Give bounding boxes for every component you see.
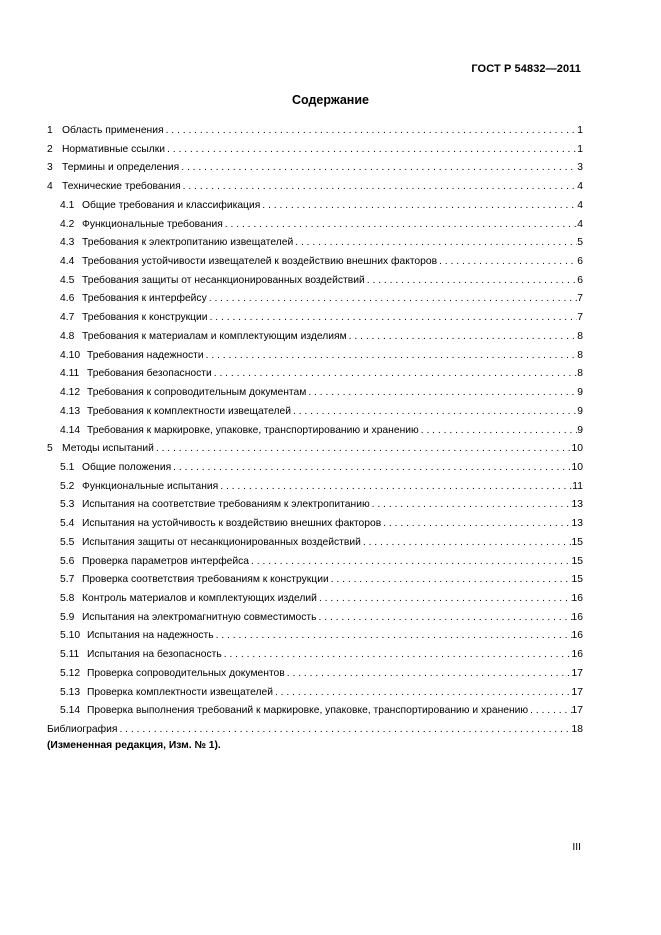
toc-leader-dots [213,365,578,384]
toc-entry[interactable] [47,122,583,141]
toc-entry-page: 3 [577,162,583,174]
toc-leader-dots [261,197,577,216]
toc-entry-number: 5.1 [60,461,75,473]
toc-entry-title [60,627,215,646]
toc-entry-page: 7 [577,312,583,324]
toc-entry-text: Функциональные требования [82,218,223,230]
toc-entry[interactable] [47,347,583,366]
toc-leader-dots [155,440,572,459]
toc-entry-number: 5 [47,443,53,455]
toc-entry-page: 6 [577,274,583,286]
document-code: ГОСТ Р 54832—2011 [471,63,581,75]
toc-entry-text: Общие положения [82,461,172,473]
toc-entry-number: 4.5 [60,274,75,286]
toc-entry-title [60,496,371,515]
toc-entry-title [60,234,294,253]
page-number: III [572,842,581,853]
toc-entry-title [60,328,348,347]
toc-entry[interactable] [47,515,583,534]
toc-entry-number: 4.3 [60,237,75,249]
toc-entry-page: 10 [571,443,583,455]
toc-entry-title [60,403,292,422]
toc-entry-number: 5.7 [60,574,75,586]
toc-entry-page: 8 [577,330,583,342]
toc-entry-page: 13 [571,499,583,511]
toc-entry-text: Требования защиты от несанкционированных воздействий [82,274,365,286]
toc-leader-dots [165,122,578,141]
toc-leader-dots [274,684,572,703]
toc-entry-number: 4.8 [60,330,75,342]
toc-entry[interactable] [47,365,583,384]
toc-entry-number: 3 [47,162,53,174]
toc-entry[interactable] [47,590,583,609]
toc-entry-number: 4.4 [60,256,75,268]
toc-entry[interactable] [47,665,583,684]
toc-leader-dots [205,347,578,366]
toc-entry-title [60,459,172,478]
toc-entry-number: 4.12 [60,387,81,399]
toc-entry-number: 4.14 [60,424,81,436]
toc-leader-dots [208,290,578,309]
toc-entry-title [60,365,213,384]
toc-entry[interactable] [47,178,583,197]
toc-entry[interactable] [47,216,583,235]
toc-leader-dots [348,328,578,347]
toc-entry-text: Проверка выполнения требований к маркировке, упаковке, транспортированию и хранению [87,705,529,717]
toc-entry-number: 4.1 [60,199,75,211]
amendment-note: (Измененная редакция, Изм. № 1). [47,740,221,751]
toc-leader-dots [294,234,577,253]
toc-entry-title [60,534,362,553]
toc-entry-text: Общие требования и классификация [82,199,261,211]
toc-entry-title [60,665,286,684]
toc-entry-number: 4.10 [60,349,81,361]
toc-leader-dots [224,216,577,235]
toc-title: Содержание [291,93,369,107]
toc-entry-number: 5.11 [60,649,80,661]
toc-entry-text: Проверка сопроводительных документов [87,667,285,679]
toc-leader-dots [420,422,578,441]
toc-entry-title [60,197,261,216]
toc-entry-text: Испытания на соответствие требованиям к электропитанию [82,499,370,511]
toc-leader-dots [180,159,577,178]
toc-entry-text: Требования устойчивости извещателей к воздействию внешних факторов [82,256,438,268]
toc-entry-page: 1 [577,125,583,136]
toc-entry-title [60,646,223,665]
toc-entry-page: 11 [572,480,583,492]
toc-entry-title [60,216,224,235]
toc-entry[interactable] [47,440,583,459]
toc-entry[interactable] [47,384,583,403]
toc-entry-page: 8 [577,368,583,380]
toc-entry-page: 13 [571,518,583,530]
toc-entry-text: Требования безопасности [87,368,212,380]
toc-entry[interactable] [47,684,583,703]
toc-entry-number: 5.12 [60,667,81,679]
toc-entry-title [60,290,208,309]
toc-entry-text: Технические требования [62,181,181,193]
toc-entry-text: Библиография [47,724,118,735]
toc-leader-dots [438,253,577,272]
toc-entry-text: Нормативные ссылки [62,143,166,155]
toc-entry-title [60,571,330,590]
toc-entry-page: 9 [577,405,583,417]
toc-entry-title [47,440,155,459]
toc-entry-title [47,122,165,141]
toc-entry-title [47,159,180,178]
toc-entry-page: 16 [571,630,583,642]
toc-entry[interactable] [47,721,583,740]
toc-entry[interactable] [47,197,583,216]
toc-entry-number: 4.7 [60,312,75,324]
toc-entry[interactable] [47,328,583,347]
toc-entry[interactable] [47,534,583,553]
toc-leader-dots [307,384,577,403]
toc-leader-dots [318,609,572,628]
toc-entry-text: Методы испытаний [62,443,154,455]
toc-entry-text: Термины и определения [62,162,180,174]
toc-entry[interactable] [47,159,583,178]
toc-entry-page: 17 [571,667,583,679]
toc-entry-text: Контроль материалов и комплектующих изделий [82,592,317,604]
toc-entry-text: Требования к сопроводительным документам [87,387,307,399]
toc-leader-dots [182,178,578,197]
toc-entry-title [47,178,182,197]
toc-leader-dots [292,403,577,422]
toc-entry-page: 15 [571,536,583,548]
toc-leader-dots [209,309,578,328]
toc-entry-page: 17 [571,705,583,717]
toc-entry-title [60,478,219,497]
toc-entry[interactable] [47,272,583,291]
toc-leader-dots [318,590,572,609]
toc-entry-text: Требования к маркировке, упаковке, транспортированию и хранению [87,424,419,436]
toc-entry-number: 2 [47,143,53,155]
toc-entry-number: 5.5 [60,536,75,548]
toc-entry-text: Испытания защиты от несанкционированных воздействий [82,536,361,548]
toc-entry-page: 16 [571,649,583,661]
toc-leader-dots [172,459,571,478]
toc-entry-title [60,553,250,572]
toc-leader-dots [330,571,572,590]
toc-entry-number: 5.13 [60,686,81,698]
toc-entry-page: 17 [571,686,583,698]
toc-entry-text: Требования к интерфейсу [82,293,207,305]
toc-entry-page: 9 [577,387,583,399]
toc-entry-title [60,684,274,703]
toc-entry[interactable] [47,609,583,628]
toc-entry[interactable] [47,646,583,665]
toc-entry-title [60,609,318,628]
toc-entry-title [47,141,166,160]
toc-entry[interactable] [47,141,583,160]
toc-entry-page: 15 [571,555,583,567]
toc-entry-text: Требования надежности [87,349,204,361]
toc-leader-dots [529,702,571,721]
toc-entry[interactable] [47,459,583,478]
toc-entry-number: 4.6 [60,293,75,305]
toc-entry-page: 7 [577,293,583,305]
toc-entry-number: 5.3 [60,499,75,511]
toc-leader-dots [166,141,577,160]
toc-entry-number: 4.13 [60,405,81,417]
toc-leader-dots [362,534,572,553]
toc-entry-number: 5.2 [60,480,75,492]
toc-entry-number: 5.9 [60,611,75,623]
toc-entry-page: 1 [577,143,583,155]
toc-entry-title [60,590,318,609]
toc-entry-text: Функциональные испытания [82,480,219,492]
toc-entry-text: Испытания на надежность [87,630,214,642]
toc-leader-dots [223,646,572,665]
table-of-contents [47,122,583,740]
toc-entry[interactable] [47,422,583,441]
toc-entry[interactable] [47,496,583,515]
toc-entry[interactable] [47,571,583,590]
toc-entry-text: Требования к электропитанию извещателей [82,237,294,249]
toc-entry-page: 8 [577,349,583,361]
toc-entry-page: 6 [577,256,583,268]
toc-entry-title [47,721,118,740]
toc-entry[interactable] [47,234,583,253]
toc-entry-page: 18 [571,724,583,735]
toc-entry-page: 5 [577,237,583,249]
toc-entry-title [60,347,205,366]
toc-entry-page: 9 [577,424,583,436]
toc-entry-number: 5.8 [60,592,75,604]
toc-entry-title [60,272,366,291]
toc-entry-number: 5.6 [60,555,75,567]
toc-entry-number: 4.11 [60,368,80,380]
toc-entry-page: 4 [577,199,583,211]
toc-leader-dots [286,665,572,684]
toc-entry-title [60,384,307,403]
toc-entry-number: 4 [47,181,53,193]
toc-entry-number: 5.14 [60,705,81,717]
toc-leader-dots [250,553,572,572]
toc-entry[interactable] [47,309,583,328]
toc-entry-title [60,515,382,534]
toc-entry-number: 5.10 [60,630,81,642]
toc-entry-title [60,309,209,328]
toc-entry-text: Область применения [62,125,164,136]
toc-entry-number: 1 [47,125,53,136]
toc-leader-dots [219,478,572,497]
toc-entry-number: 4.2 [60,218,75,230]
toc-entry-page: 16 [571,611,583,623]
toc-entry-title [60,422,420,441]
toc-leader-dots [215,627,572,646]
toc-entry-text: Требования к комплектности извещателей [87,405,291,417]
toc-entry-title [60,702,529,721]
toc-entry-page: 4 [577,181,583,193]
toc-leader-dots [366,272,578,291]
toc-entry[interactable] [47,702,583,721]
toc-entry-text: Требования к материалам и комплектующим изделиям [82,330,347,342]
toc-entry[interactable] [47,290,583,309]
toc-entry-text: Испытания на электромагнитную совместимость [82,611,317,623]
toc-entry[interactable] [47,627,583,646]
toc-entry[interactable] [47,553,583,572]
toc-entry-page: 16 [571,592,583,604]
toc-entry-page: 10 [571,461,583,473]
toc-leader-dots [118,721,571,740]
toc-entry-text: Требования к конструкции [82,312,208,324]
toc-entry-text: Проверка комплектности извещателей [87,686,273,698]
toc-entry[interactable] [47,478,583,497]
toc-entry-text: Испытания на безопасность [87,649,222,661]
toc-entry-text: Испытания на устойчивость к воздействию внешних факторов [82,518,382,530]
toc-leader-dots [371,496,572,515]
toc-entry-title [60,253,438,272]
toc-entry-text: Проверка параметров интерфейса [82,555,250,567]
toc-entry-text: Проверка соответствия требованиям к конструкции [82,574,329,586]
toc-entry[interactable] [47,403,583,422]
toc-entry[interactable] [47,253,583,272]
toc-entry-number: 5.4 [60,518,75,530]
toc-leader-dots [382,515,571,534]
toc-entry-page: 4 [577,218,583,230]
toc-entry-page: 15 [571,574,583,586]
